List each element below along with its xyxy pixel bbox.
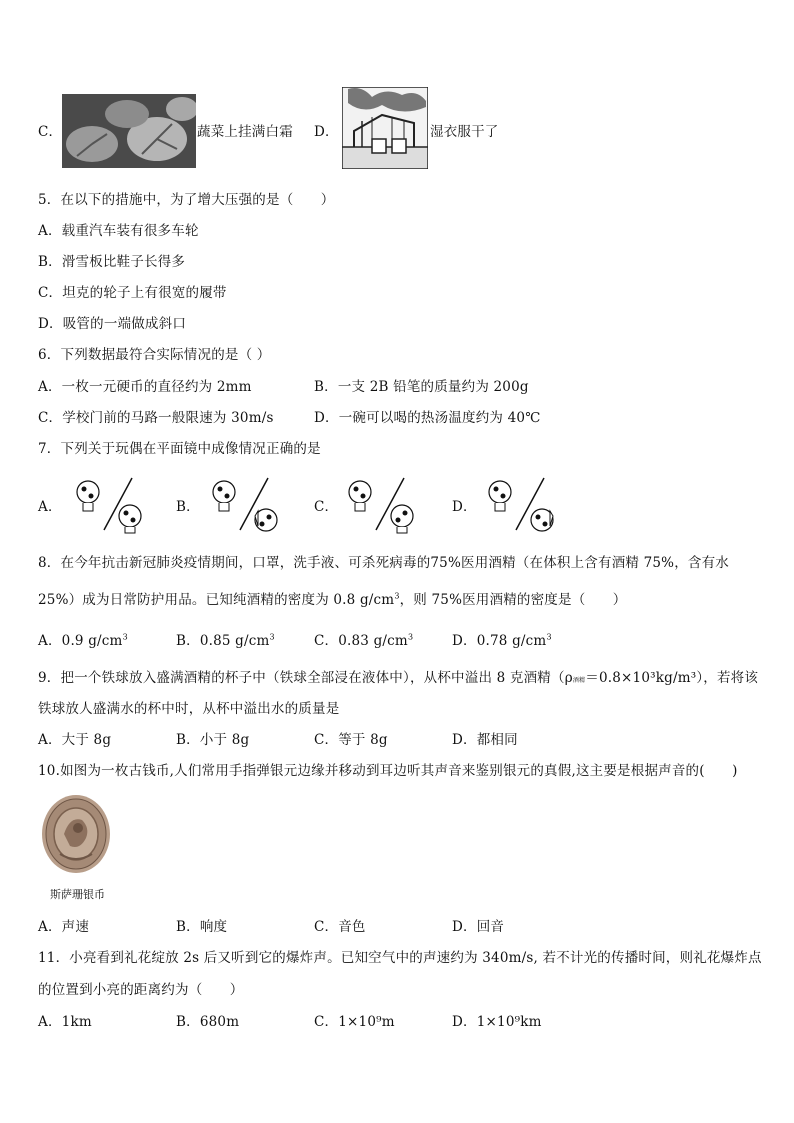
q10-option-a: A．声速	[38, 919, 90, 935]
q8-option-d: D．0.78 $g/cm^3$	[452, 632, 552, 649]
q8-stem-line2: 25%）成为日常防护用品。已知纯酒精的密度为 0.8 $g/cm^3$，则 75%医用酒精的密度是（ ）	[38, 591, 627, 608]
q7-option-d-label: D．	[452, 499, 477, 515]
q7-option-a-label: A．	[38, 499, 62, 515]
q6-option-a: A．一枚一元硬币的直径约为 2mm	[38, 379, 252, 395]
coin-caption: 斯萨珊银币	[50, 888, 105, 901]
q7-option-a-figure	[70, 474, 150, 534]
q6-option-b: B．一支 2B 铅笔的质量约为 200g	[314, 379, 529, 395]
silver-coin-image	[40, 794, 112, 880]
q11-option-d: D．1×10⁹km	[452, 1014, 542, 1030]
q7-option-c-label: C．	[314, 499, 339, 515]
q9-option-d: D．都相同	[452, 732, 518, 748]
q7-option-b-label: B．	[176, 499, 200, 515]
q10-option-d: D．回音	[452, 919, 505, 935]
q11-option-a: A．1km	[38, 1014, 92, 1030]
q5-option-c: C．坦克的轮子上有很宽的履带	[38, 285, 227, 301]
q9-stem-line2: 铁球放人盛满水的杯中时，从杯中溢出水的质量是	[38, 701, 340, 717]
drying-clothes-drawing	[342, 87, 428, 169]
q7-option-d-figure	[482, 474, 562, 534]
q8-option-a: A．0.9 $g/cm^3$	[38, 632, 128, 649]
q9-stem-line1: 9．把一个铁球放入盛满酒精的杯子中（铁球全部浸在液体中），从杯中溢出 8 克酒精（ρ酒精＝0.8×10³kg/m³），若将该	[38, 670, 759, 686]
q10-stem: 10.如图为一枚古钱币,人们常用手指弹银元边缘并移动到耳边听其声音来鉴别银元的真假,这主要是根据声音的( )	[38, 763, 738, 779]
q5-stem: 5．在以下的措施中，为了增大压强的是（ ）	[38, 192, 335, 208]
q11-stem-line1: 11．小亮看到礼花绽放 2s 后又听到它的爆炸声。已知空气中的声速约为 340m/s, 若不计光的传播时间，则礼花爆炸点	[38, 950, 762, 966]
q8-option-b: B．0.85 $g/cm^3$	[176, 632, 275, 649]
q6-option-c: C．学校门前的马路一般限速为 30m/s	[38, 410, 274, 426]
q6-stem: 6．下列数据最符合实际情况的是（ ）	[38, 347, 271, 363]
q5-option-d: D．吸管的一端做成斜口	[38, 316, 187, 332]
q11-option-c: C．1×10⁹m	[314, 1014, 395, 1030]
q7-option-c-figure	[342, 474, 422, 534]
q9-option-c: C．等于 8g	[314, 732, 388, 748]
frost-leaves-photo	[62, 94, 196, 168]
option-c-text: 蔬菜上挂满白霜	[197, 124, 293, 140]
q11-option-b: B．680m	[176, 1014, 240, 1030]
q11-stem-line2: 的位置到小亮的距离约为（ ）	[38, 982, 244, 998]
option-d-label: D．	[314, 124, 339, 140]
q8-option-c: C．0.83 $g/cm^3$	[314, 632, 414, 649]
q7-stem: 7．下列关于玩偶在平面镜中成像情况正确的是	[38, 441, 321, 457]
q9-option-b: B．小于 8g	[176, 732, 250, 748]
q6-option-d: D．一碗可以喝的热汤温度约为 40℃	[314, 410, 541, 426]
q5-option-b: B．滑雪板比鞋子长得多	[38, 254, 186, 270]
q9-option-a: A．大于 8g	[38, 732, 112, 748]
q7-option-b-figure	[206, 474, 286, 534]
q10-option-b: B．响度	[176, 919, 228, 935]
q5-option-a: A．载重汽车装有很多车轮	[38, 223, 199, 239]
option-d-text: 湿衣服干了	[430, 124, 499, 140]
q10-option-c: C．音色	[314, 919, 366, 935]
option-c-label: C．	[38, 124, 63, 140]
q8-stem-line1: 8．在今年抗击新冠肺炎疫情期间，口罩，洗手液、可杀死病毒的75%医用酒精（在体积上含有酒精 75%，含有水	[38, 555, 729, 571]
